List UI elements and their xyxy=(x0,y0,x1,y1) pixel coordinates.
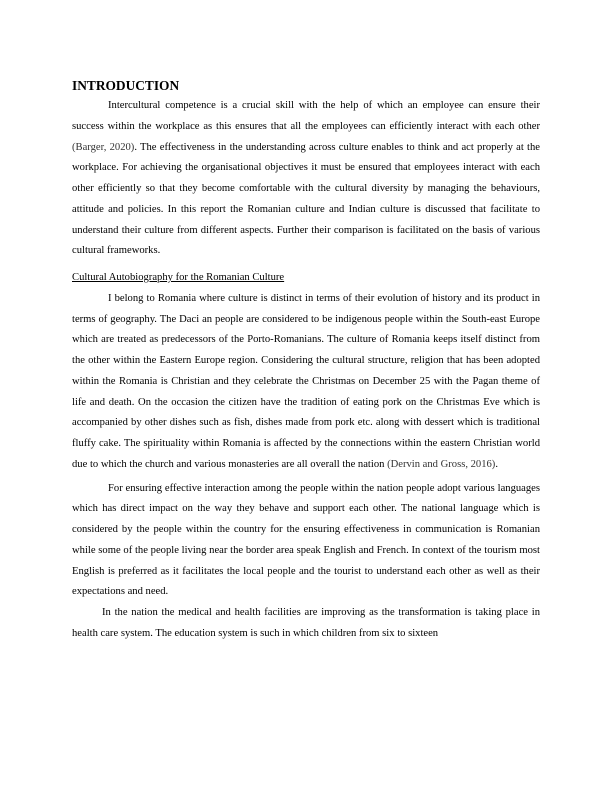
page-title: INTRODUCTION xyxy=(72,78,180,93)
health-paragraph: In the nation the medical and health facilities are improving as the transformation is taking place in health care system. The education system is such in which children from six to sixteen xyxy=(72,607,540,639)
citation-dervin-gross: (Dervin and Gross, 2016) xyxy=(387,458,496,470)
romania-text: I belong to Romania where culture is distinct in terms of their evolution of history and its product in terms of geography. The Daci an people are considered to be indigenous people within the South-east Europe which are treated as predecessors of the Porto-Romanians. The culture of Romania keeps itself distinct from the other within the Eastern Europe region. Considering the cultural structure, religion that has been adopted within the Romania is Christian and they celebrate the Christmas on December 25 with the Pagan theme of life and death. On the occasion the citizen have the tradition of eating pork on the Christmas Eve which is accompanied by other dishes such as fish, dishes made from pork etc. along with dessert which is traditional fluffy cake. The spirituality within Romania is affected by the connections within the eastern Christian world due to which the church and various monasteries are all overall the nation xyxy=(72,292,540,470)
section-heading: Cultural Autobiography for the Romanian Culture xyxy=(72,272,285,283)
intro-text: Intercultural competence is a crucial skill with the help of which an employee can ensure their success within the workplace as this ensures that all the employees can efficiently interact with each other xyxy=(72,100,540,132)
language-paragraph: For ensuring effective interaction among the people within the nation people adopt various languages which has direct impact on the way they behave and support each other. The national language which is considered by the people within the country for the ensuring effectiveness in communication is Romanian while some of the people living near the border area speak English and French. In context of the tourism most English is preferred as it facilitates the local people and the tourist to understand each other as well as their expectations and need. xyxy=(72,482,540,598)
romania-text-end: . xyxy=(495,458,498,470)
romania-paragraph xyxy=(72,289,540,476)
document-body xyxy=(72,76,540,645)
citation-barger: (Barger, 2020) xyxy=(72,141,135,153)
intro-text-continued: . The effectiveness in the understanding across culture enables to think and act properly at the workplace. For achieving the organisational objectives it must be ensured that employees interact with each other efficiently so that they become comfortable with the cultural diversity by managing the behaviours, attitude and policies. In this report the Romanian culture and Indian culture is discussed that facilitate to understand their culture from different aspects. Further their comparison is facilitated on the basis of various cultural frameworks. xyxy=(72,141,540,257)
intro-paragraph xyxy=(72,96,540,262)
